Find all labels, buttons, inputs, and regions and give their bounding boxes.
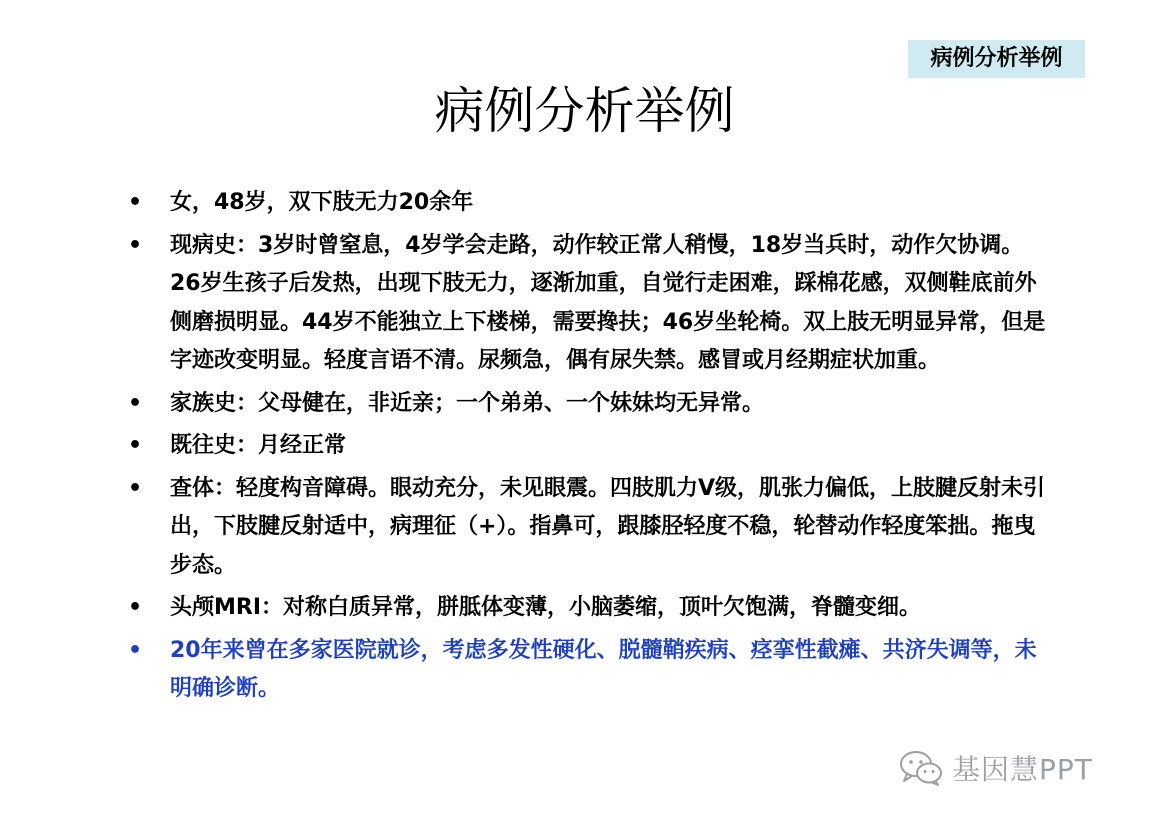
bullet-icon: • — [128, 232, 143, 258]
bullet-icon: • — [128, 390, 143, 416]
bullet-icon: • — [128, 475, 143, 501]
bullet-icon: • — [128, 190, 143, 215]
list-item-text: 现病史：3岁时曾窒息，4岁学会走路，动作较正常人稍慢，18岁当兵时，动作欠协调。26岁生孩子后发热，出现下肢无力，逐渐加重，自觉行走困难，踩棉花感，双侧鞋底前外侧磨损明显。44岁不能独立上下楼梯，需要搀扶；46岁坐轮椅。双上肢无明显异常，但是字迹改变明显。轻度言语不清。尿频急，偶有尿失禁。感冒或月经期症状加重。 — [170, 232, 1046, 373]
list-item-exam — [128, 470, 1048, 586]
bullet-icon: • — [128, 637, 143, 663]
bullet-icon: • — [128, 433, 143, 458]
case-bullet-list — [128, 184, 1048, 713]
list-item-present-history — [128, 227, 1048, 381]
list-item-text: 既往史：月经正常 — [170, 433, 347, 458]
wechat-icon — [898, 749, 944, 787]
watermark-text: 基因慧PPT — [952, 753, 1093, 786]
page-title: 病例分析举例 — [434, 82, 735, 140]
list-item-text: 查体：轻度构音障碍。眼动充分，未见眼震。四肢肌力V级，肌张力偏低，上肢腱反射未引出，下肢腱反射适中，病理征（+）。指鼻可，跟膝胫轻度不稳，轮替动作轻度笨拙。拖曳步态。 — [170, 475, 1046, 578]
list-item-patient — [128, 184, 1048, 223]
section-tag: 病例分析举例 — [908, 40, 1085, 78]
watermark — [898, 746, 1093, 790]
list-item-family-history — [128, 385, 1048, 424]
list-item-text: 20年来曾在多家医院就诊，考虑多发性硬化、脱髓鞘疾病、痉挛性截瘫、共济失调等，未明确诊断。 — [170, 637, 1037, 701]
list-item-diagnosis-history — [128, 632, 1048, 709]
list-item-mri — [128, 589, 1048, 628]
list-item-text: 女，48岁，双下肢无力20余年 — [170, 190, 474, 215]
list-item-text: 头颅MRI：对称白质异常，胼胝体变薄，小脑萎缩，顶叶欠饱满，脊髓变细。 — [170, 595, 922, 620]
list-item-past-history — [128, 427, 1048, 466]
list-item-text: 家族史：父母健在，非近亲；一个弟弟、一个妹妹均无异常。 — [170, 390, 765, 416]
bullet-icon: • — [128, 595, 143, 620]
